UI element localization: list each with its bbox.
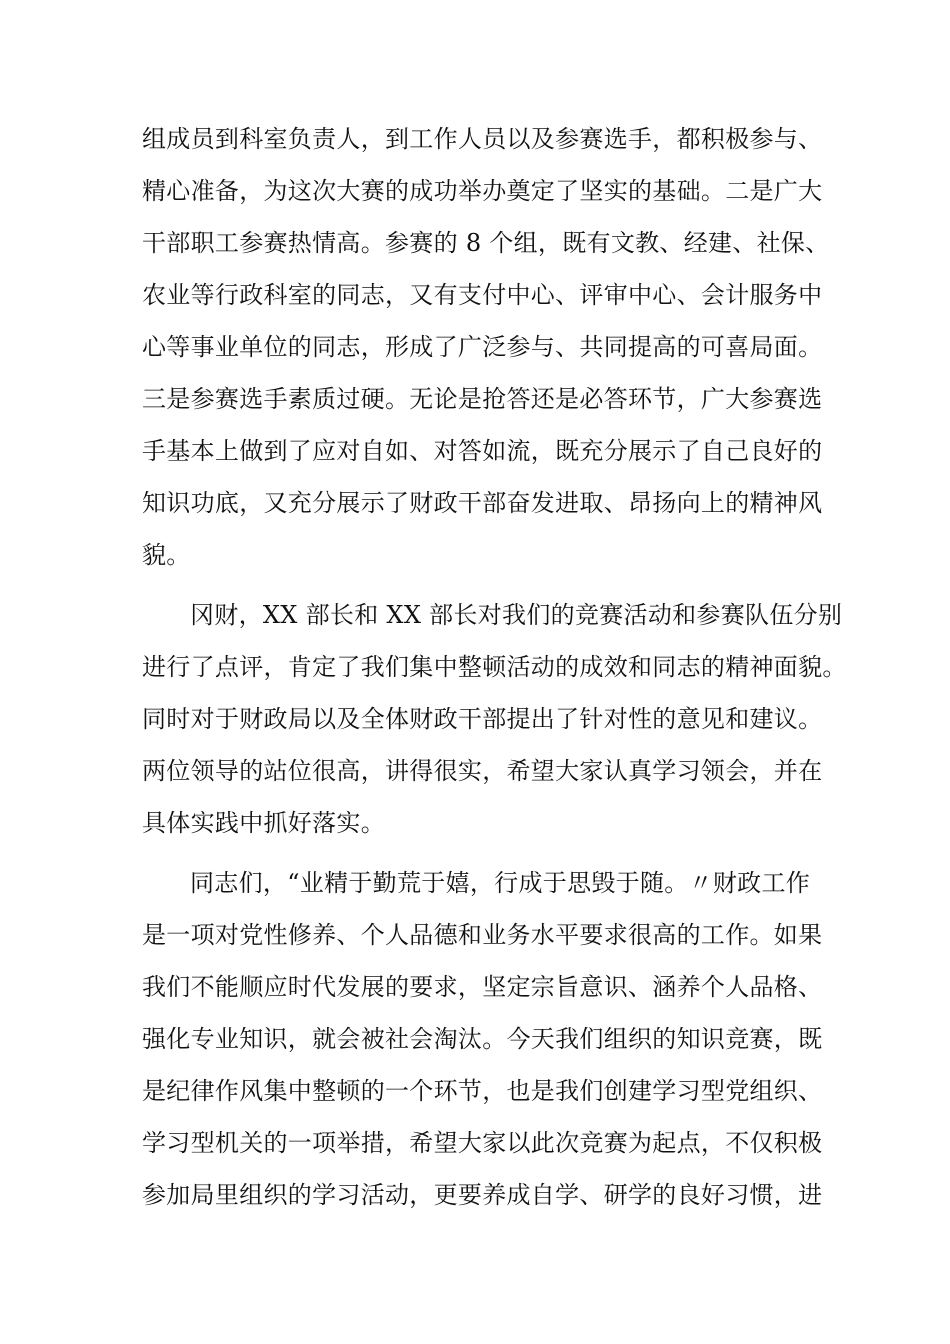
text-line: 同志们，“业精于勤荒于嬉，行成于思毁于随。〃财政工作 [190,869,811,897]
text-line: 三是参赛选手素质过硬。无论是抢答还是必答环节，广大参赛选 [142,385,823,413]
text-line: 参加局里组织的学习活动，更要养成自学、研学的良好习惯，进 [142,1181,823,1209]
text-line: 组成员到科室负责人，到工作人员以及参赛选手，都积极参与、 [142,125,823,153]
text-line: 学习型机关的一项举措，希望大家以此次竞赛为起点，不仅积极 [142,1129,823,1157]
text-line: 心等事业单位的同志，形成了广泛参与、共同提高的可喜局面。 [142,333,823,361]
text-line: 精心准备，为这次大赛的成功举办奠定了坚实的基础。二是广大 [142,177,823,205]
text-line: 两位领导的站位很高，讲得很实，希望大家认真学习领会，并在 [142,757,823,785]
text-line: 手基本上做到了应对自如、对答如流，既充分展示了自己良好的 [142,437,823,465]
text-line: 具体实践中抓好落实。 [142,809,385,837]
text-line: 是一项对党性修养、个人品德和业务水平要求很高的工作。如果 [142,921,823,949]
text-line: 知识功底，又充分展示了财政干部奋发进取、昂扬向上的精神风 [142,489,823,517]
text-line: 进行了点评，肯定了我们集中整顿活动的成效和同志的精神面貌。 [142,653,847,681]
text-line: 干部职工参赛热情高。参赛的 8 个组，既有文教、经建、社保、 [142,229,830,257]
text-line: 冈财，XX 部长和 XX 部长对我们的竞赛活动和参赛队伍分别 [190,601,843,629]
text-line: 貌。 [142,541,191,569]
text-line: 强化专业知识，就会被社会淘汰。今天我们组织的知识竞赛，既 [142,1025,823,1053]
text-line: 我们不能顺应时代发展的要求，坚定宗旨意识、涵养个人品格、 [142,973,823,1001]
text-line: 农业等行政科室的同志，又有支付中心、评审中心、会计服务中 [142,281,823,309]
text-line: 同时对于财政局以及全体财政干部提出了针对性的意见和建议。 [142,705,823,733]
text-line: 是纪律作风集中整顿的一个环节，也是我们创建学习型党组织、 [142,1077,823,1105]
